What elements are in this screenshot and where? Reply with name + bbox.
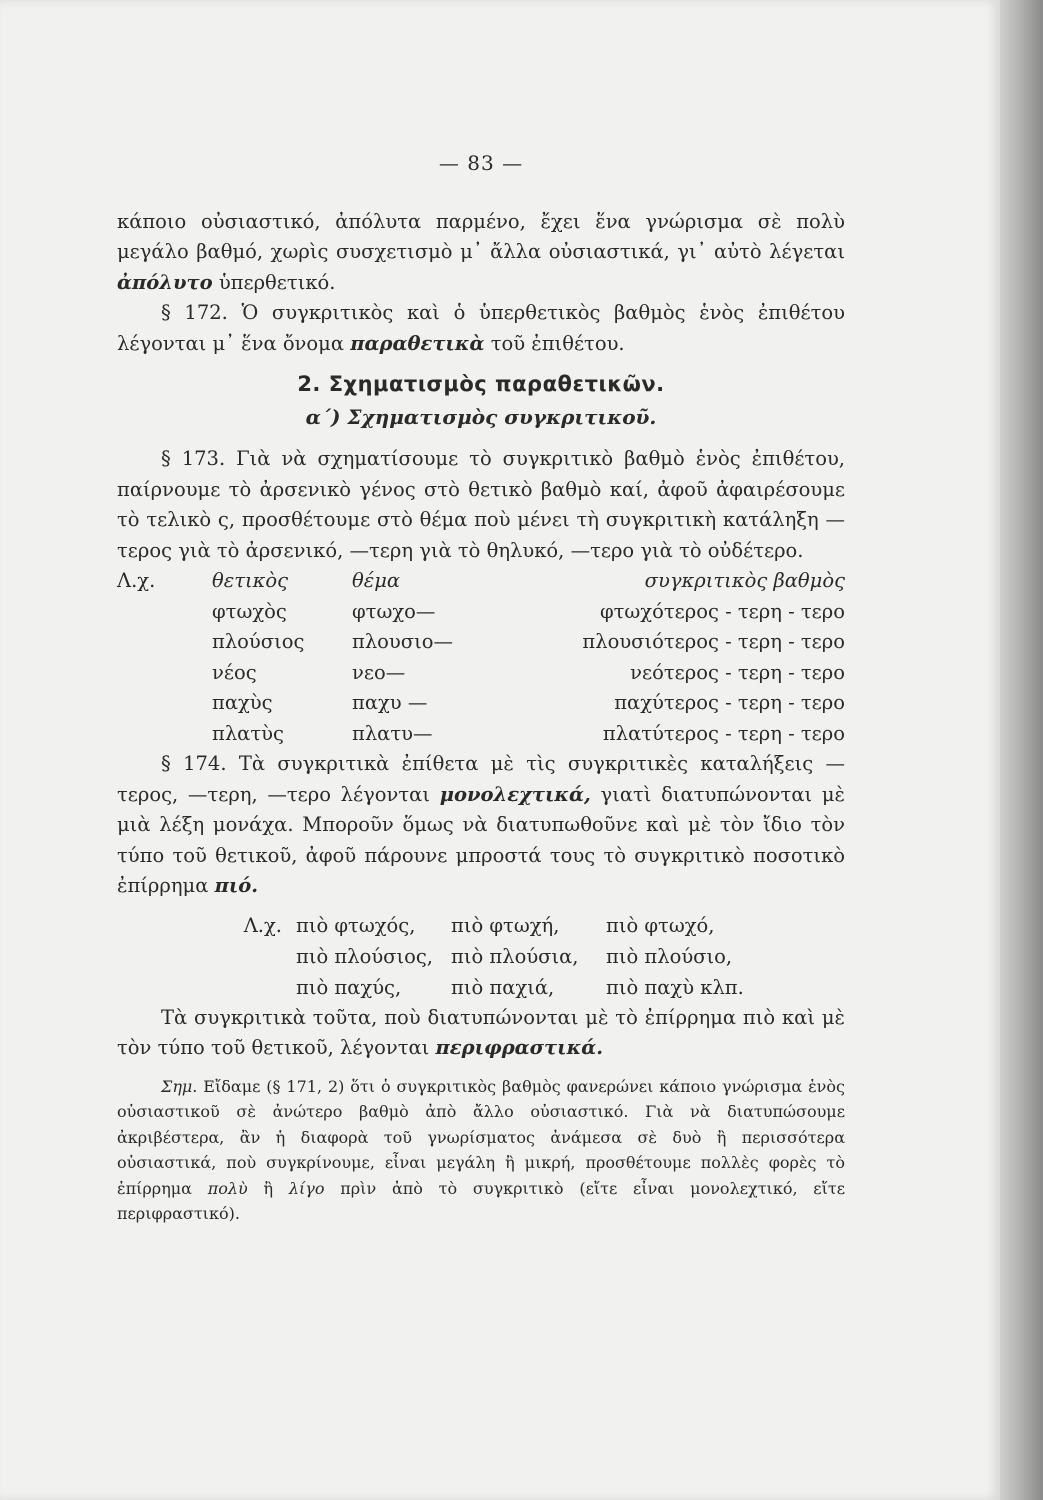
- book-edge: [1000, 0, 1043, 1500]
- para174-emphasis-monolectic: μονολεχτικά,: [439, 782, 591, 806]
- note-text-b: ἢ: [247, 1178, 289, 1198]
- table-cell: παχύτερος - τερη - τερο: [614, 691, 845, 714]
- table-label: Λ.χ.: [117, 569, 156, 592]
- section-174-mark: § 174.: [161, 752, 227, 775]
- note-label: Σημ.: [161, 1076, 198, 1096]
- table-cell: πλουσιο—: [352, 630, 453, 653]
- example-cell: πιὸ πλούσιο,: [606, 944, 733, 968]
- table-row: [117, 719, 845, 750]
- example-cell: πιὸ πλούσιος,: [296, 944, 433, 968]
- table-cell: νεο—: [352, 660, 406, 684]
- paragraph-172: [117, 298, 845, 359]
- comparative-table: [117, 566, 845, 749]
- table-cell: παχὺς: [212, 691, 273, 714]
- para174-text-a: Τὰ συγκριτικὰ ἐπίθετα μὲ τὶς συγκριτικὲς καταλήξεις —τερος, —τερη, —τερο λέγονται: [117, 752, 845, 806]
- note-text-a: Εἴδαμε (§ 171, 2) ὅτι ὁ συγκριτικὸς βαθμὸς φανερώνει κάποιο γνώρισμα ἑνὸς οὐσιαστικοῦ σὲ ἀνώτερο βαθμὸ ἀπὸ ἄλλο οὐσιαστικό. Γιὰ νὰ διατυπώσουμε ἀκριβέστερα, ἂν ἡ διαφορὰ τοῦ γνωρίσματος ἀνάμεσα σὲ δυὸ ἢ περισσότερα οὐσιαστικά, ποὺ συγκρίνουμε, εἶναι μεγάλη ἢ μικρή, προσθέτουμε πολλὲς φορὲς τὸ ἐπίρρημα: [117, 1076, 845, 1198]
- example-row: [117, 910, 845, 941]
- table-header-comparative: συγκριτικὸς βαθμὸς: [644, 569, 845, 592]
- table-cell: πλατὺς: [212, 721, 284, 745]
- example-cell: πιὸ παχὺ κλπ.: [606, 975, 744, 999]
- table-cell: πλατυ—: [352, 721, 433, 745]
- table-header-row: [117, 566, 845, 597]
- table-header-positive: θετικὸς: [212, 569, 289, 592]
- table-cell: φτωχὸς: [212, 599, 287, 623]
- note-emphasis-ligo: λίγο: [288, 1178, 325, 1198]
- table-row: [117, 688, 845, 719]
- paragraph-173: [117, 444, 845, 566]
- example-cell: πιὸ φτωχό,: [606, 913, 715, 937]
- paragraph-periphrastic: [117, 1003, 845, 1064]
- periphrastic-emphasis: περιφραστικά.: [435, 1036, 604, 1059]
- para173-text: Γιὰ νὰ σχηματίσουμε τὸ συγκριτικὸ βαθμὸ ἑνὸς ἐπιθέτου, παίρνουμε τὸ ἀρσενικὸ γένος στὸ θετικὸ βαθμὸ καί, ἀφοῦ ἀφαιρέσουμε τὸ τελικὸ ς, προσθέτουμε στὸ θέμα ποὺ μένει τὴ συγκριτικὴ κατάληξη —τερος γιὰ τὸ ἀρσενικό, —τερη γιὰ τὸ θηλυκό, —τερο γιὰ τὸ οὐδέτερο.: [117, 447, 845, 562]
- page-content: [117, 148, 845, 1227]
- para174-emphasis-pio: πιό.: [214, 874, 259, 897]
- example-row: [117, 941, 845, 972]
- section-heading: 2. Σχηματισμὸς παραθετικῶν.: [297, 372, 665, 396]
- para1-emphasis: ἀπόλυτο: [117, 270, 213, 294]
- example-cell: πιὸ πλούσια,: [451, 944, 579, 968]
- paragraph-174: [117, 749, 845, 902]
- table-header-stem: θέμα: [352, 569, 401, 592]
- footnote: [117, 1074, 845, 1227]
- table-cell: νεότερος - τερη - τερο: [630, 660, 845, 684]
- table-row: [117, 627, 845, 658]
- note-emphasis-poly: πολὺ: [207, 1178, 248, 1198]
- example-cell: πιὸ παχιά,: [451, 975, 555, 999]
- table-cell: παχυ —: [352, 691, 428, 714]
- para1-text-a: κάποιο οὐσιαστικό, ἀπόλυτα παρμένο, ἔχει ἕνα γνώρισμα σὲ πολὺ μεγάλο βαθμό, χωρὶς συσχετισμὸ μ᾽ ἄλλα οὐσιαστικά, γι᾽ αὐτὸ λέγεται: [117, 209, 845, 263]
- para174-text-b: γιατὶ διατυπώνονται μὲ μιὰ λέξη μονάχα. Μποροῦν ὅμως νὰ διατυπωθοῦνε καὶ μὲ τὸν ἴδιο τὸν τύπο τοῦ θετικοῦ, ἀφοῦ πάρουνε μπροστά τους τὸ συγκριτικὸ ποσοτικὸ ἐπίρρημα: [117, 782, 845, 897]
- examples-label: Λ.χ.: [243, 913, 282, 937]
- subsection-heading: α΄) Σχηματισμὸς συγκριτικοῦ.: [305, 404, 657, 429]
- note-text-c: πρὶν ἀπὸ τὸ συγκριτικὸ (εἴτε εἶναι μονολεχτικό, εἴτε περιφραστικό).: [117, 1178, 846, 1223]
- para1-text-b: ὑπερθετικό.: [212, 270, 336, 294]
- table-cell: νέος: [212, 660, 257, 684]
- periphrastic-text: Τὰ συγκριτικὰ τοῦτα, ποὺ διατυπώνονται μὲ τὸ ἐπίρρημα πιὸ καὶ μὲ τὸν τύπο τοῦ θετικοῦ, λέγονται: [117, 1005, 845, 1059]
- table-row: [117, 658, 845, 689]
- section-173-mark: § 173.: [161, 447, 226, 470]
- example-cell: πιὸ παχύς,: [296, 975, 402, 999]
- para172-text-b: τοῦ ἐπιθέτου.: [484, 331, 625, 355]
- table-cell: πλουσιότερος - τερη - τερο: [582, 630, 845, 653]
- table-cell: πλατύτερος - τερη - τερο: [602, 721, 845, 745]
- table-cell: πλούσιος: [212, 630, 305, 653]
- table-cell: φτωχότερος - τερη - τερο: [599, 599, 845, 623]
- example-cell: πιὸ φτωχή,: [451, 913, 560, 937]
- periphrastic-examples: [117, 910, 845, 1003]
- table-cell: φτωχο—: [352, 599, 436, 623]
- example-cell: πιὸ φτωχός,: [296, 913, 416, 937]
- paragraph-absolute-superlative: [117, 207, 845, 299]
- para172-emphasis: παραθετικὰ: [350, 331, 485, 355]
- table-row: [117, 597, 845, 628]
- section-172-mark: § 172.: [161, 301, 228, 324]
- page-number: — 83 —: [438, 151, 524, 175]
- example-row: [117, 972, 845, 1003]
- para172-text-a: Ὁ συγκριτικὸς καὶ ὁ ὑπερθετικὸς βαθμὸς ἑνὸς ἐπιθέτου λέγονται μ᾽ ἕνα ὄνομα: [117, 301, 845, 355]
